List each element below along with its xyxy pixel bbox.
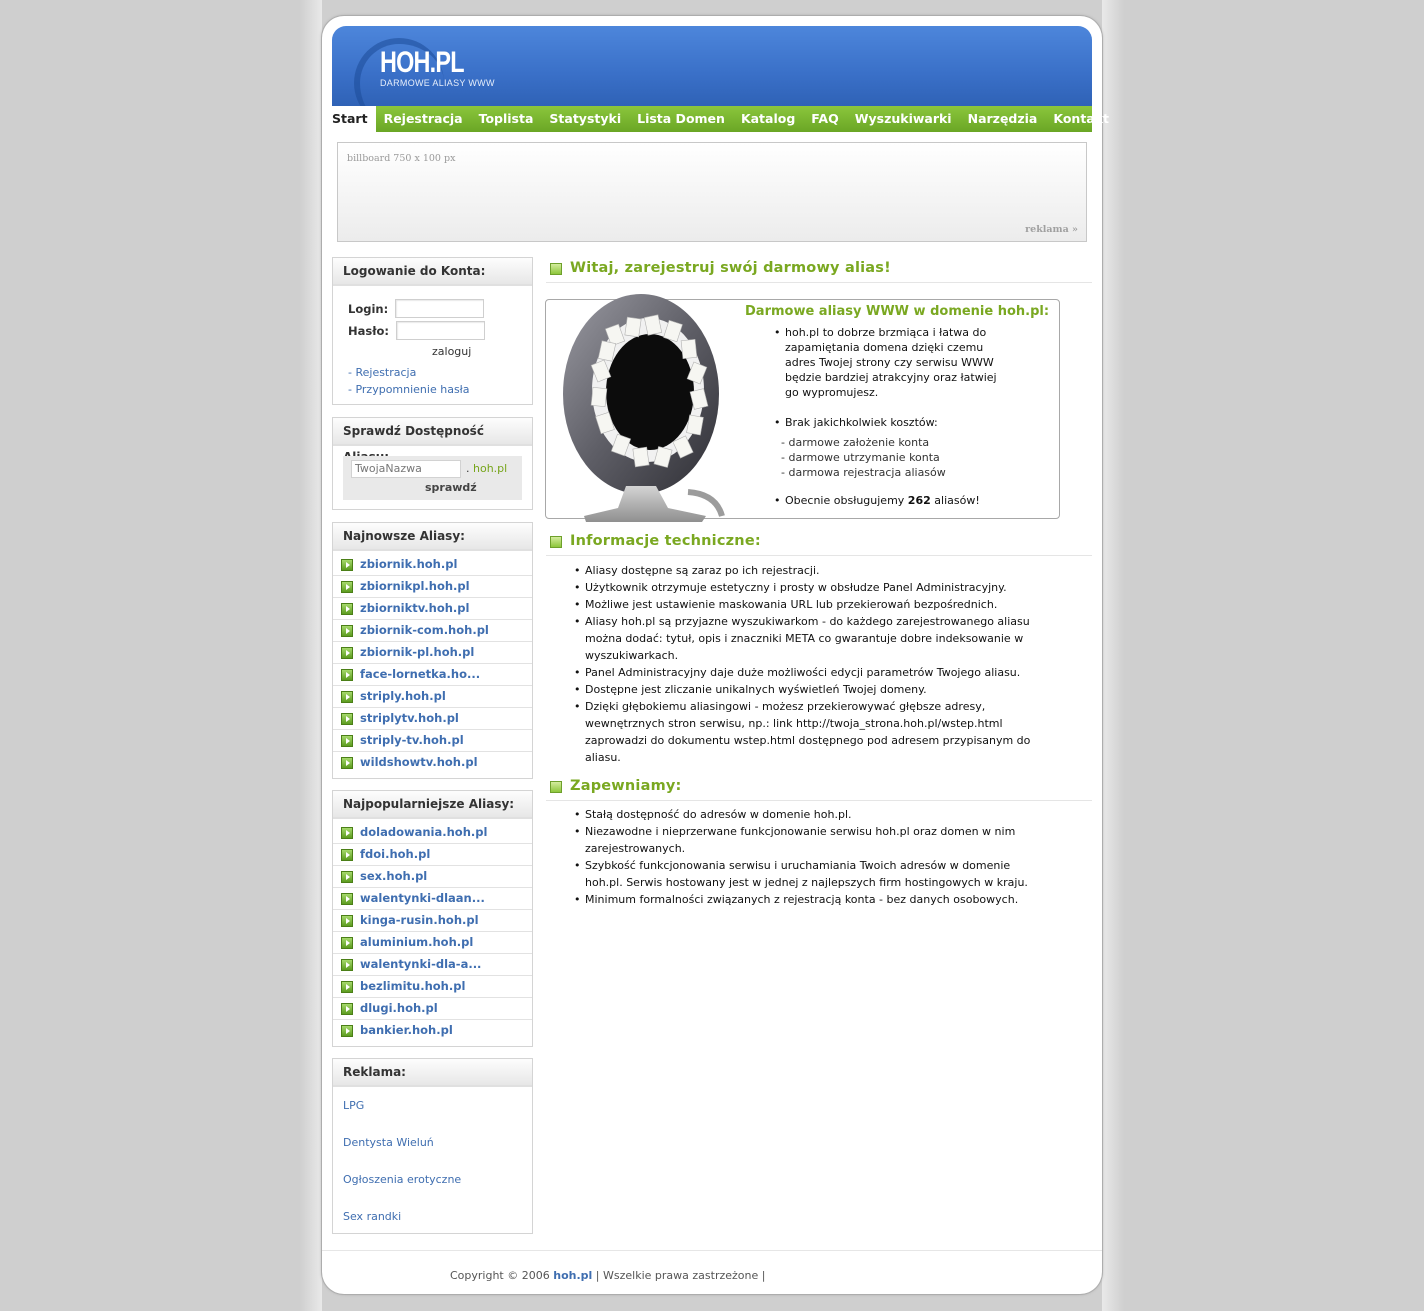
site-footer xyxy=(450,1269,765,1282)
list-item xyxy=(585,613,1085,664)
ad-link[interactable]: Ogłoszenia erotyczne xyxy=(343,1173,462,1186)
alias-domain-label xyxy=(466,462,507,475)
nav-rejestracja[interactable]: Rejestracja xyxy=(383,111,463,126)
tech-title: Informacje techniczne: xyxy=(570,533,761,549)
list-item xyxy=(585,579,1085,596)
page-shade-right xyxy=(1102,0,1124,1311)
list-item xyxy=(585,806,1085,823)
site-logo[interactable]: HOH.PL xyxy=(380,46,464,79)
arrow-icon xyxy=(341,647,353,659)
list-item xyxy=(585,823,1085,857)
list-item[interactable] xyxy=(333,708,532,730)
alias-link[interactable]: bezlimitu.hoh.pl xyxy=(360,979,466,993)
alias-link[interactable]: striply.hoh.pl xyxy=(360,689,446,703)
list-item[interactable] xyxy=(333,1020,532,1042)
list-item[interactable] xyxy=(333,752,532,774)
alias-domain-dot: . xyxy=(466,462,470,475)
list-item[interactable] xyxy=(333,686,532,708)
alias-link[interactable]: striply-tv.hoh.pl xyxy=(360,733,464,747)
list-item xyxy=(585,562,1085,579)
arrow-icon xyxy=(341,603,353,615)
list-item[interactable] xyxy=(333,664,532,686)
list-item[interactable] xyxy=(333,998,532,1020)
footer-site-link[interactable]: hoh.pl xyxy=(553,1269,593,1282)
welcome-heading xyxy=(546,255,1092,283)
footer-separator: | xyxy=(595,1269,600,1282)
nav-start[interactable]: Start xyxy=(332,106,376,132)
list-item-line: • Aliasy dostępne są zaraz po ich rejestracji. xyxy=(585,564,820,577)
nav-narzedzia[interactable]: Narzędzia xyxy=(967,111,1038,126)
popular-aliases-list xyxy=(333,819,532,1042)
promo-text-line: adres Twojej strony czy serwisu WWW xyxy=(785,356,994,369)
list-item-line: • Panel Administracyjny daje duże możliwości edycji parametrów Twojego aliasu. xyxy=(585,666,1021,679)
tech-heading xyxy=(546,528,1092,556)
list-item-line: • Użytkownik otrzymuje estetyczny i prosty w obsłudze Panel Administracyjny. xyxy=(585,581,1007,594)
alias-link[interactable]: fdoi.hoh.pl xyxy=(360,847,431,861)
ads-box-title: Reklama: xyxy=(333,1059,532,1087)
list-item xyxy=(585,857,1085,891)
newest-aliases-list xyxy=(333,551,532,774)
ad-link[interactable]: LPG xyxy=(343,1099,365,1112)
footer-separator: | xyxy=(761,1269,766,1282)
arrow-icon xyxy=(341,669,353,681)
arrow-icon xyxy=(341,1003,353,1015)
cost-item: - darmowa rejestracja aliasów xyxy=(781,466,946,479)
list-item[interactable] xyxy=(333,844,532,866)
login-input[interactable] xyxy=(395,299,484,318)
list-item-line: • Szybkość funkcjonowania serwisu i uruchamiania Twoich adresów w domenie xyxy=(585,859,1011,872)
page-frame xyxy=(322,16,1110,1294)
alias-link[interactable]: face-lornetka.ho... xyxy=(360,667,481,681)
billboard-ad-link[interactable]: reklama » xyxy=(1025,224,1078,235)
list-item[interactable] xyxy=(333,976,532,998)
popular-aliases-title: Najpopularniejsze Aliasy: xyxy=(333,791,532,819)
alias-link[interactable]: wildshowtv.hoh.pl xyxy=(360,755,478,769)
list-item xyxy=(585,664,1085,681)
list-item-line: • Możliwe jest ustawienie maskowania URL lub przekierowań bezpośrednich. xyxy=(585,598,998,611)
site-tagline: DARMOWE ALIASY WWW xyxy=(380,78,495,88)
alias-link[interactable]: sex.hoh.pl xyxy=(360,869,428,883)
page-shade-left xyxy=(300,0,322,1311)
password-label: Hasło: xyxy=(348,324,389,338)
arrow-icon xyxy=(341,981,353,993)
newest-aliases-title: Najnowsze Aliasy: xyxy=(333,523,532,551)
alias-link[interactable]: striplytv.hoh.pl xyxy=(360,711,459,725)
list-item xyxy=(585,891,1085,908)
list-item-line: można dodać: tytuł, opis i znaczniki META co gwarantuje dobre indeksowanie w xyxy=(585,632,1024,645)
ads-box xyxy=(332,1058,533,1234)
list-item-line: • Dostępne jest zliczanie unikalnych wyświetleń Twojej domeny. xyxy=(585,683,927,696)
promo-box xyxy=(545,299,1060,519)
list-item-line: • Aliasy hoh.pl są przyjazne wyszukiwarkom - do każdego zarejestrowanego aliasu xyxy=(585,615,1030,628)
list-item[interactable] xyxy=(333,866,532,888)
guarantee-title: Zapewniamy: xyxy=(570,778,682,794)
list-item[interactable] xyxy=(333,822,532,844)
register-link[interactable]: - Rejestracja xyxy=(348,366,417,379)
promo-bullet-2: • Brak jakichkolwiek kosztów: xyxy=(785,415,938,430)
alias-link[interactable]: doladowania.hoh.pl xyxy=(360,825,488,839)
arrow-icon xyxy=(341,713,353,725)
site-header xyxy=(332,26,1092,106)
alias-link[interactable]: zbiornikpl.hoh.pl xyxy=(360,579,470,593)
popular-aliases-box xyxy=(332,790,533,1047)
login-box xyxy=(332,257,533,405)
arrow-icon xyxy=(341,937,353,949)
password-reminder-link[interactable]: - Przypomnienie hasła xyxy=(348,383,470,396)
login-label: Login: xyxy=(348,302,389,316)
nav-faq[interactable]: FAQ xyxy=(811,111,839,126)
section-bullet-icon xyxy=(550,536,562,548)
list-item[interactable] xyxy=(333,954,532,976)
arrow-icon xyxy=(341,827,353,839)
list-item[interactable] xyxy=(333,554,532,576)
list-item[interactable] xyxy=(333,730,532,752)
list-item-line: wewnętrznych stron serwisu, np.: link http://twoja_strona.hoh.pl/wstep.html xyxy=(585,717,1003,730)
list-item-line: zarejestrowanych. xyxy=(585,842,686,855)
newest-aliases-box xyxy=(332,522,533,779)
alias-link[interactable]: zbiornik.hoh.pl xyxy=(360,557,458,571)
footer-copyright: Copyright © 2006 xyxy=(450,1269,550,1282)
promo-text-line: go wypromujesz. xyxy=(785,386,879,399)
guarantee-list xyxy=(585,806,1085,908)
arrow-icon xyxy=(341,871,353,883)
alias-link[interactable]: walentynki-dla-a... xyxy=(360,957,482,971)
alias-count-prefix: Obecnie obsługujemy xyxy=(785,494,905,507)
alias-check-title: Sprawdź Dostępność xyxy=(333,418,532,446)
nav-lista-domen[interactable]: Lista Domen xyxy=(637,111,725,126)
promo-text-line: będzie bardziej atrakcyjny oraz łatwiej xyxy=(785,371,997,384)
login-button[interactable]: zaloguj xyxy=(432,345,472,358)
alias-link[interactable]: zbiornik-pl.hoh.pl xyxy=(360,645,475,659)
guarantee-heading xyxy=(546,773,1092,801)
list-item[interactable] xyxy=(333,576,532,598)
alias-domain-name: hoh.pl xyxy=(473,462,508,475)
ad-link[interactable]: Dentysta Wieluń xyxy=(343,1136,434,1149)
main-nav xyxy=(332,106,1110,132)
alias-check-box xyxy=(332,417,533,510)
list-item[interactable] xyxy=(333,910,532,932)
arrow-icon xyxy=(341,757,353,769)
list-item xyxy=(585,596,1085,613)
tech-list xyxy=(585,562,1085,766)
section-bullet-icon xyxy=(550,263,562,275)
list-item-line: • Dzięki głębokiemu aliasingowi - możesz przekierowywać głębsze adresy, xyxy=(585,700,986,713)
arrow-icon xyxy=(341,735,353,747)
arrow-icon xyxy=(341,1025,353,1037)
login-box-title: Logowanie do Konta: xyxy=(333,258,532,286)
list-item-line: • Niezawodne i nieprzerwane funkcjonowanie serwisu hoh.pl oraz domen w nim xyxy=(585,825,1016,838)
arrow-icon xyxy=(341,559,353,571)
alias-link[interactable]: walentynki-dlaan... xyxy=(360,891,485,905)
promo-text-line: • hoh.pl to dobrze brzmiąca i łatwa do xyxy=(785,326,987,339)
footer-divider xyxy=(322,1250,1102,1251)
promo-bullet-3 xyxy=(785,493,980,508)
welcome-title: Witaj, zarejestruj swój darmowy alias! xyxy=(570,260,891,276)
list-item[interactable] xyxy=(333,932,532,954)
promo-text-line: zapamiętania domena dzięki czemu xyxy=(785,341,984,354)
arrow-icon xyxy=(341,915,353,927)
list-item xyxy=(585,681,1085,698)
nav-kontakt[interactable]: Kontakt xyxy=(1053,111,1110,126)
list-item-line: hoh.pl. Serwis hostowany jest w jednej z najlepszych firm hostingowych w kraju. xyxy=(585,876,1028,889)
alias-link[interactable]: aluminium.hoh.pl xyxy=(360,935,474,949)
arrow-icon xyxy=(341,625,353,637)
list-item[interactable] xyxy=(333,642,532,664)
billboard-label: billboard 750 x 100 px xyxy=(347,153,456,164)
arrow-icon xyxy=(341,893,353,905)
alias-count: 262 xyxy=(907,494,931,507)
arrow-icon xyxy=(341,691,353,703)
arrow-icon xyxy=(341,849,353,861)
alias-name-input[interactable]: TwojaNazwa xyxy=(351,460,461,478)
list-item xyxy=(585,698,1085,766)
promo-bullet-1 xyxy=(785,325,997,400)
list-item-line: • Stałą dostępność do adresów w domenie hoh.pl. xyxy=(585,808,852,821)
arrow-icon xyxy=(341,959,353,971)
alias-link[interactable]: kinga-rusin.hoh.pl xyxy=(360,913,479,927)
cost-item: - darmowe założenie konta xyxy=(781,436,930,449)
alias-check-form xyxy=(343,456,522,500)
password-input[interactable] xyxy=(396,321,485,340)
ad-link[interactable]: Sex randki xyxy=(343,1210,402,1223)
monitor-illustration xyxy=(556,286,731,522)
list-item-line: zaprowadzi do dokumentu wstep.html dostępnego pod adresem przypisanym do xyxy=(585,734,1031,747)
alias-count-suffix: aliasów! xyxy=(934,494,980,507)
list-item-line: aliasu. xyxy=(585,751,621,764)
list-item[interactable] xyxy=(333,620,532,642)
nav-toplista[interactable]: Toplista xyxy=(478,111,534,126)
promo-title: Darmowe aliasy WWW w domenie hoh.pl: xyxy=(745,304,1050,319)
footer-rights: Wszelkie prawa zastrzeżone xyxy=(603,1269,759,1282)
nav-statystyki[interactable]: Statystyki xyxy=(549,111,622,126)
billboard-ad[interactable] xyxy=(337,142,1087,242)
alias-link[interactable]: bankier.hoh.pl xyxy=(360,1023,453,1037)
nav-wyszukiwarki[interactable]: Wyszukiwarki xyxy=(854,111,952,126)
list-item-line: • Minimum formalności związanych z rejestracją konta - bez danych osobowych. xyxy=(585,893,1019,906)
check-button[interactable]: sprawdź xyxy=(425,481,477,494)
section-bullet-icon xyxy=(550,781,562,793)
list-item[interactable] xyxy=(333,888,532,910)
alias-link[interactable]: zbiornik-com.hoh.pl xyxy=(360,623,489,637)
list-item-line: wyszukiwarkach. xyxy=(585,649,679,662)
alias-link[interactable]: zbiorniktv.hoh.pl xyxy=(360,601,470,615)
nav-katalog[interactable]: Katalog xyxy=(740,111,796,126)
list-item[interactable] xyxy=(333,598,532,620)
promo-costs-list xyxy=(781,435,946,480)
arrow-icon xyxy=(341,581,353,593)
alias-link[interactable]: dlugi.hoh.pl xyxy=(360,1001,438,1015)
cost-item: - darmowe utrzymanie konta xyxy=(781,451,940,464)
